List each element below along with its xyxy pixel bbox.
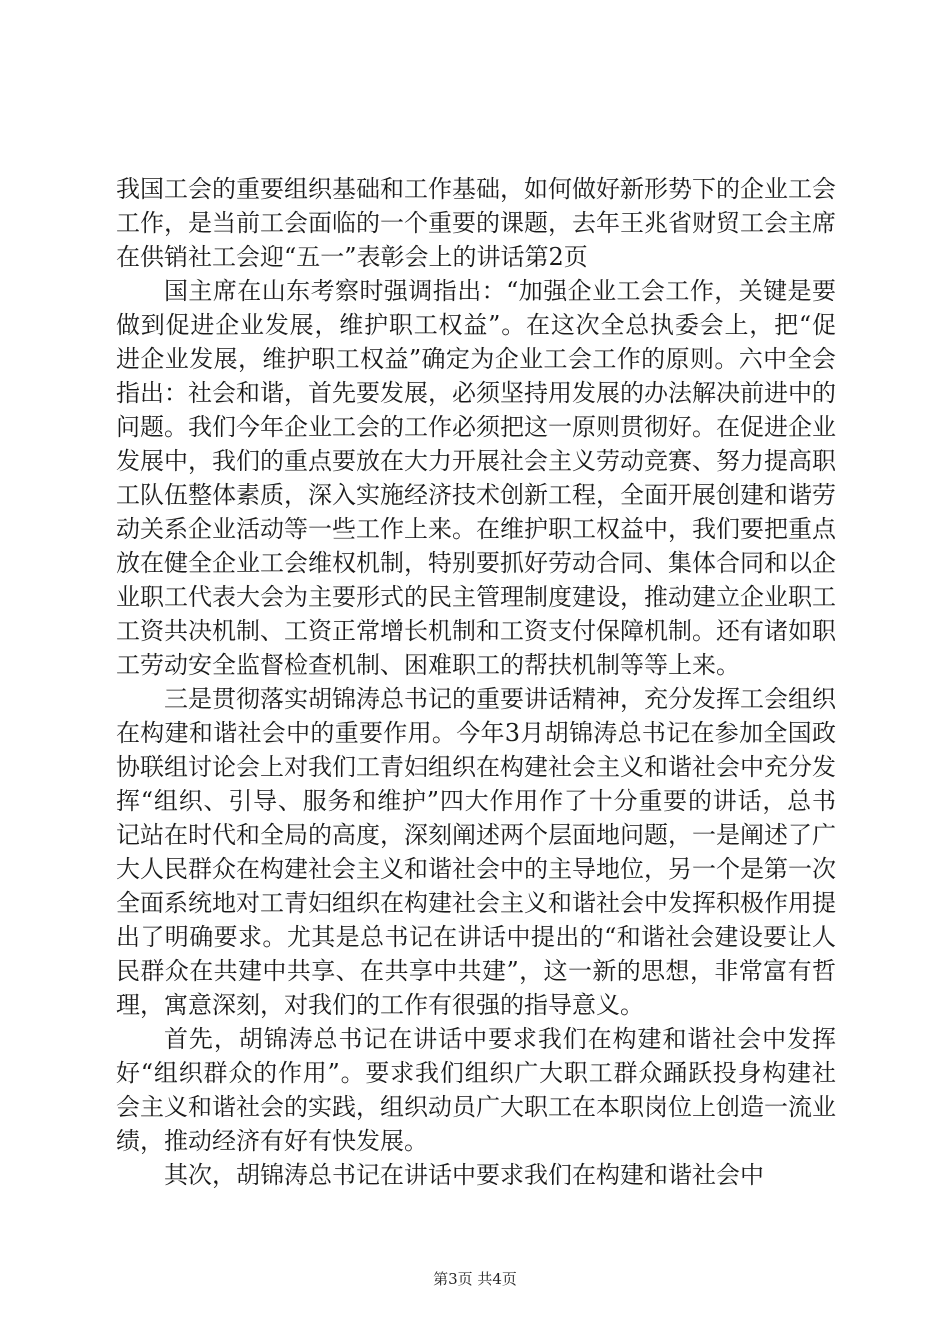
paragraph-4: 首先，胡锦涛总书记在讲话中要求我们在构建和谐社会中发挥好“组织群众的作用”。要求我们组织广大职工群众踊跃投身构建社会主义和谐社会的实践，组织动员广大职工在本职岗位上创造一流业绩，推动经济有好有快发展。	[116, 1025, 836, 1155]
document-body	[116, 172, 836, 1192]
paragraph-1: 我国工会的重要组织基础和工作基础，如何做好新形势下的企业工会工作，是当前工会面临的一个重要的课题，去年王兆省财贸工会主席在供销社工会迎“五一”表彰会上的讲话第2页	[116, 175, 836, 271]
paragraph-3: 三是贯彻落实胡锦涛总书记的重要讲话精神，充分发挥工会组织在构建和谐社会中的重要作用。今年3月胡锦涛总书记在参加全国政协联组讨论会上对我们工青妇组织在构建社会主义和谐社会中充分发挥“组织、引导、服务和维护”四大作用作了十分重要的讲话，总书记站在时代和全局的高度，深刻阐述两个层面地问题，一是阐述了广大人民群众在构建社会主义和谐社会中的主导地位，另一个是第一次全面系统地对工青妇组织在构建社会主义和谐社会中发挥积极作用提出了明确要求。尤其是总书记在讲话中提出的“和谐社会建设要让人民群众在共建中共享、在共享中共建”，这一新的思想，非常富有哲理，寓意深刻，对我们的工作有很强的指导意义。	[116, 685, 836, 1019]
paragraph-5: 其次，胡锦涛总书记在讲话中要求我们在构建和谐社会中	[164, 1161, 764, 1189]
page-number-label: 第3页 共4页	[433, 1270, 517, 1288]
paragraph-2: 国主席在山东考察时强调指出：“加强企业工会工作，关键是要做到促进企业发展，维护职工权益”。在这次全总执委会上，把“促进企业发展，维护职工权益”确定为企业工会工作的原则。六中全会指出：社会和谐，首先要发展，必须坚持用发展的办法解决前进中的问题。我们今年企业工会的工作必须把这一原则贯彻好。在促进企业发展中，我们的重点要放在大力开展社会主义劳动竞赛、努力提高职工队伍整体素质，深入实施经济技术创新工程，全面开展创建和谐劳动关系企业活动等一些工作上来。在维护职工权益中，我们要把重点放在健全企业工会维权机制，特别要抓好劳动合同、集体合同和以企业职工代表大会为主要形式的民主管理制度建设，推动建立企业职工工资共决机制、工资正常增长机制和工资支付保障机制。还有诸如职工劳动安全监督检查机制、困难职工的帮扶机制等等上来。	[116, 277, 836, 679]
page-footer	[0, 1268, 950, 1289]
